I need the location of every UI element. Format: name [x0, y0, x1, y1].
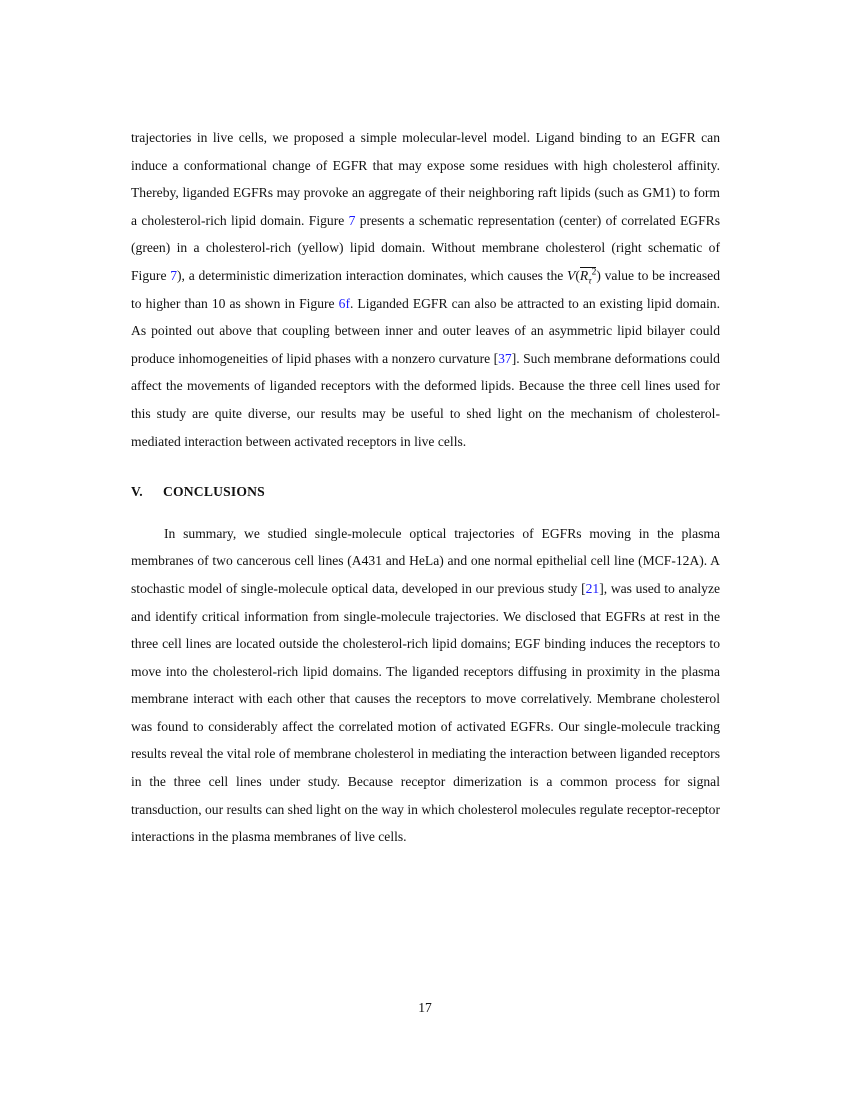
- math-subscript: τ: [588, 276, 592, 287]
- page-number: 17: [418, 1000, 432, 1015]
- page-body: [131, 124, 720, 851]
- math-superscript: 2: [591, 267, 597, 278]
- citation-ref-37[interactable]: 37: [498, 350, 512, 366]
- paragraph-text: ]. Such membrane deformations could affect the movements of liganded receptors with the deformed lipids. Because the three cell lines used for this study are quite diverse, our results may be useful to shed light on the mechanism of cholesterol-mediated interaction between activated receptors in live cells.: [131, 350, 720, 449]
- paragraph-text: In summary, we studied single-molecule optical trajectories of EGFRs moving in the plasma membranes of two cancerous cell lines (A431 and HeLa) and one normal epithelial cell line (MCF-12A). A stochastic model of single-molecule optical data, developed in our previous study [: [131, 525, 720, 596]
- citation-ref-21[interactable]: 21: [585, 580, 600, 596]
- paragraph-conclusions: [131, 520, 720, 851]
- math-overline-term: [579, 267, 597, 287]
- paragraph-text: . Liganded EGFR can also be attracted to an existing lipid domain. As pointed out above that coupling between inner and outer leaves of an asymmetric lipid bilayer could produce inhomogeneities of lipid phases with a nonzero curvature [: [131, 295, 720, 366]
- math-variance-symbol: V: [567, 267, 576, 283]
- section-number: V.: [131, 484, 143, 500]
- paragraph-text: value to be increased to higher than 10 as shown in Figure: [131, 267, 720, 311]
- paragraph-text: trajectories in live cells, we proposed a simple molecular-level model. Ligand binding to an EGFR can induce a conformational change of EGFR that may expose some residues with high cholesterol affinity. Thereby, liganded EGFRs may provoke an aggregate of their neighboring raft lipids (such as GM1) to form a cholesterol-rich lipid domain. Figure: [131, 130, 720, 228]
- math-expression: [567, 267, 601, 287]
- math-r-symbol: R: [579, 267, 589, 283]
- figure-ref-7[interactable]: 7: [170, 267, 178, 283]
- section-heading: [131, 478, 720, 506]
- math-paren-open: (: [575, 267, 580, 283]
- paragraph-text: ], was used to analyze and identify critical information from single-molecule trajectories. We disclosed that EGFRs at rest in the three cell lines are located outside the cholesterol-rich lipid domains; EGF binding induces the receptors to move into the cholesterol-rich lipid domains. The liganded receptors diffusing in proximity in the plasma membrane interact with each other that causes the receptors to move correlatively. Membrane cholesterol was found to considerably affect the correlated motion of activated EGFRs. Our single-molecule tracking results reveal the vital role of membrane cholesterol in mediating the interaction between liganded receptors in the three cell lines under study. Because receptor dimerization is a common process for signal transduction, our results can shed light on the way in which cholesterol molecules regulate receptor-receptor interactions in the plasma membranes of live cells.: [131, 580, 721, 845]
- figure-ref-7[interactable]: 7: [348, 212, 356, 228]
- paragraph-text: presents a schematic representation (center) of correlated EGFRs (green) in a cholesterol-rich (yellow) lipid domain. Without membrane cholesterol (right schematic of Figure: [131, 212, 721, 283]
- paragraph-text: ), a deterministic dimerization interaction dominates, which causes the: [177, 267, 568, 283]
- paragraph-model-discussion: [131, 124, 720, 455]
- figure-ref-6f[interactable]: 6f: [338, 295, 350, 311]
- math-paren-close: ): [596, 267, 601, 283]
- section-title: CONCLUSIONS: [163, 484, 265, 500]
